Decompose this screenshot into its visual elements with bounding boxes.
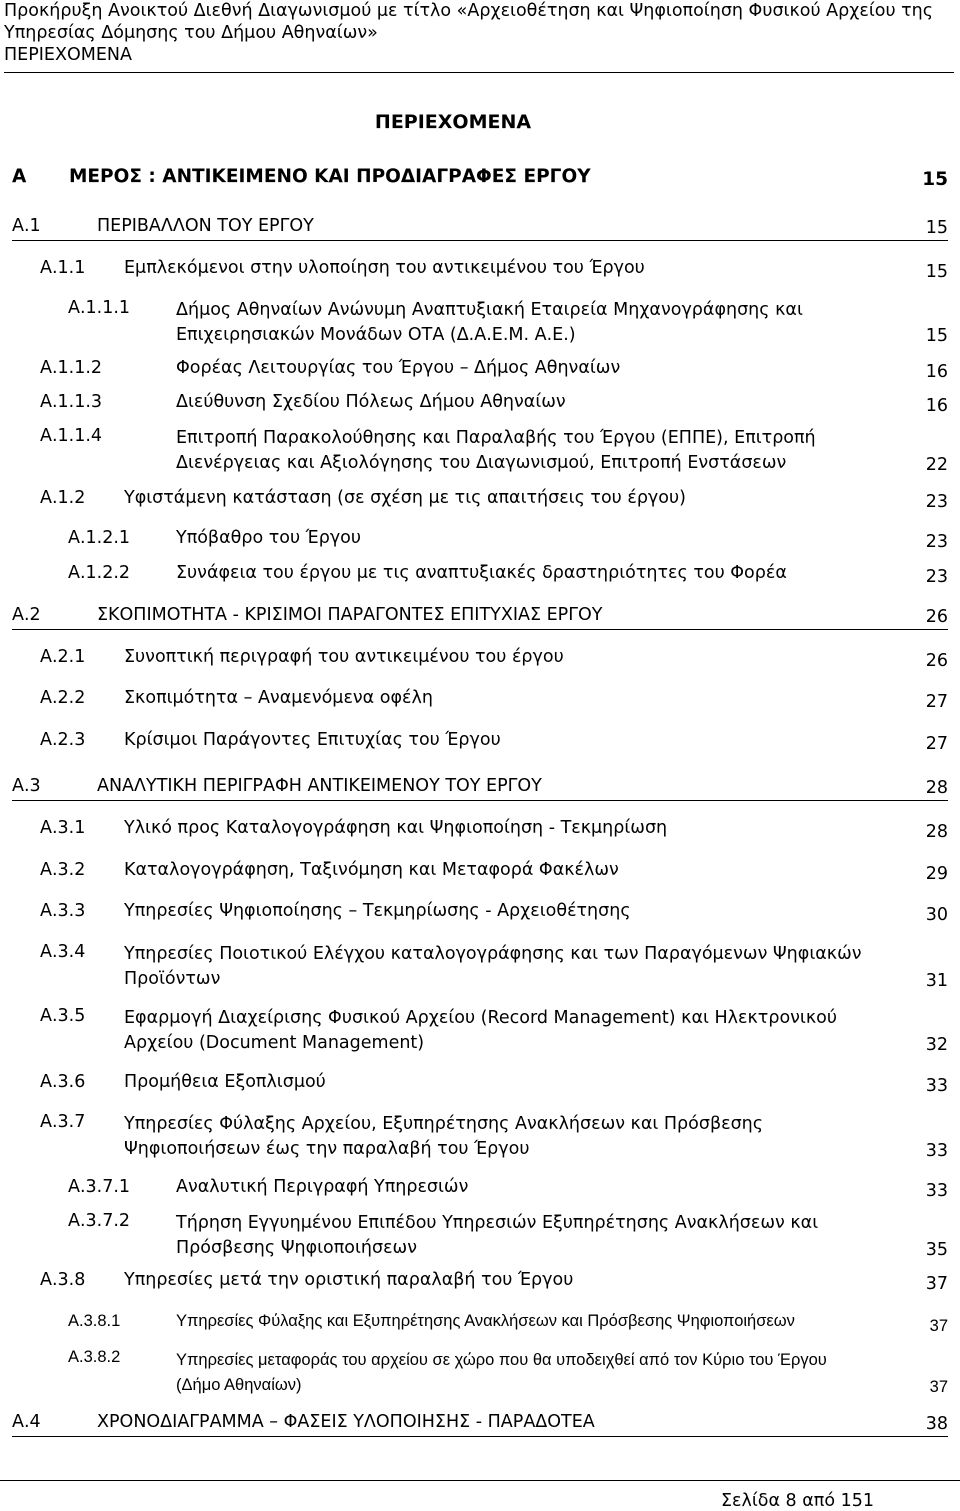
toc-entry-a2[interactable]	[12, 605, 948, 630]
toc-entry-a3-2[interactable]	[40, 860, 948, 884]
toc-entry-page: 37	[929, 1378, 948, 1396]
toc-entry-page: 23	[925, 532, 948, 552]
toc-entry-page: 31	[925, 971, 948, 991]
toc-entry-page: 37	[925, 1274, 948, 1294]
toc-entry-page: 28	[925, 822, 948, 842]
toc-entry-number: Α.1.1.2	[40, 358, 103, 378]
toc-entry-a3[interactable]	[12, 776, 948, 801]
toc-entry-page: 27	[925, 734, 948, 754]
toc-entry-number: Α.3.4	[40, 942, 86, 962]
toc-entry-page: 33	[925, 1076, 948, 1096]
toc-entry-a3-4[interactable]	[40, 942, 948, 992]
toc-entry-a3-7-1[interactable]	[68, 1177, 948, 1201]
toc-entry-number: Α.1.1.3	[40, 392, 103, 412]
toc-entry-number: Α.1	[12, 216, 41, 236]
toc-entry-a1-1-2[interactable]	[40, 358, 948, 382]
toc-entry-text: ΜΕΡΟΣ : ΑΝΤΙΚΕΙΜΕΝΟ ΚΑΙ ΠΡΟΔΙΑΓΡΑΦΕΣ ΕΡΓΟΥ	[69, 166, 591, 187]
toc-entry-a1[interactable]	[12, 216, 948, 241]
toc-entry-number: Α.1.2.2	[68, 563, 131, 583]
toc-entry-text: Συνάφεια του έργου με τις αναπτυξιακές δραστηριότητες του Φορέα	[176, 563, 787, 583]
toc-entry-a1-2-2[interactable]	[68, 563, 948, 587]
toc-entry-a2-1[interactable]	[40, 647, 948, 671]
toc-entry-text: Συνοπτική περιγραφή του αντικειμένου του έργου	[124, 647, 564, 667]
toc-entry-a4[interactable]	[12, 1412, 948, 1437]
toc-entry-number: Α.3.7	[40, 1112, 86, 1132]
toc-entry-a1-1-3[interactable]	[40, 392, 948, 416]
toc-entry-page: 30	[925, 905, 948, 925]
toc-entry-page: 37	[929, 1317, 948, 1335]
toc-entry-text: ΧΡΟΝΟΔΙΑΓΡΑΜΜΑ – ΦΑΣΕΙΣ ΥΛΟΠΟΙΗΣΗΣ - ΠΑΡΑΔΟΤΕΑ	[97, 1412, 595, 1432]
toc-entry-text: ΑΝΑΛΥΤΙΚΗ ΠΕΡΙΓΡΑΦΗ ΑΝΤΙΚΕΙΜΕΝΟΥ ΤΟΥ ΕΡΓΟΥ	[97, 776, 542, 796]
toc-entry-text: Σκοπιμότητα – Αναμενόμενα οφέλη	[124, 688, 433, 708]
toc-entry-number: Α.1.1.4	[40, 426, 103, 446]
page-header	[4, 0, 954, 73]
toc-entry-number: Α.3.7.2	[68, 1211, 131, 1231]
toc-entry-page: 15	[922, 169, 948, 190]
toc-entry-text: Διεύθυνση Σχεδίου Πόλεως Δήμου Αθηναίων	[176, 392, 566, 412]
toc-entry-number: Α.3.8	[40, 1270, 86, 1290]
toc-entry-text: Επιτροπή Παρακολούθησης και Παραλαβής του Έργου (ΕΠΠΕ), Επιτροπή Διενέργειας και Αξιολόγησης του Διαγωνισμού, Επιτροπή Ενστάσεων	[176, 428, 816, 473]
toc-entry-a1-1[interactable]	[40, 258, 948, 282]
toc-entry-number: Α.3.7.1	[68, 1177, 131, 1197]
toc-entry-page: 33	[925, 1181, 948, 1201]
toc-entry-a3-8-2[interactable]	[68, 1348, 948, 1398]
toc-entry-number: Α.2.3	[40, 730, 86, 750]
toc-entry-number: Α.1.1	[40, 258, 86, 278]
toc-entry-text: Υπηρεσίες Ποιοτικού Ελέγχου καταλογογράφησης και των Παραγόμενων Ψηφιακών Προϊόντων	[124, 944, 862, 989]
toc-entry-number: Α.3.8.2	[68, 1348, 121, 1366]
toc-entry-number: Α.3.3	[40, 901, 86, 921]
toc-entry-text: ΠΕΡΙΒΑΛΛΟΝ ΤΟΥ ΕΡΓΟΥ	[97, 216, 314, 236]
toc-entry-text: Τήρηση Εγγυημένου Επιπέδου Υπηρεσιών Εξυπηρέτησης Ανακλήσεων και Πρόσβεσης Ψηφιοποιήσεων	[176, 1213, 819, 1258]
toc-entry-a3-8-1[interactable]	[68, 1312, 948, 1336]
toc-entry-page: 32	[925, 1035, 948, 1055]
toc-entry-text: Υπηρεσίες Φύλαξης και Εξυπηρέτησης Ανακλήσεων και Πρόσβεσης Ψηφιοποιήσεων	[176, 1312, 795, 1330]
toc-entry-page: 23	[925, 567, 948, 587]
toc-entry-a1-2-1[interactable]	[68, 528, 948, 552]
page-number: Σελίδα 8 από 151	[720, 1491, 874, 1511]
toc-entry-number: Α.3.5	[40, 1006, 86, 1026]
toc-entry-page: 28	[925, 778, 948, 798]
toc-entry-number: Α.3.8.1	[68, 1312, 121, 1330]
toc-entry-text: Υπόβαθρο του Έργου	[176, 528, 362, 548]
toc-entry-text: Υπηρεσίες Ψηφιοποίησης – Τεκμηρίωσης - Αρχειοθέτησης	[124, 901, 631, 921]
header-section: ΠΕΡΙΕΧΟΜΕΝΑ	[4, 45, 132, 65]
page-footer	[0, 1480, 960, 1511]
toc-entry-page: 16	[925, 396, 948, 416]
toc-entry-a3-7[interactable]	[40, 1112, 948, 1162]
toc-entry-page: 23	[925, 492, 948, 512]
toc-entry-text: Υφιστάμενη κατάσταση (σε σχέση με τις απαιτήσεις του έργου)	[124, 488, 686, 508]
toc-entry-a2-2[interactable]	[40, 688, 948, 712]
toc-entry-text: Υπηρεσίες μεταφοράς του αρχείου σε χώρο που θα υποδειχθεί από τον Κύριο του Έργου (Δήμο Αθηναίων)	[176, 1351, 827, 1394]
toc-entry-a3-8[interactable]	[40, 1270, 948, 1294]
toc-entry-a3-6[interactable]	[40, 1072, 948, 1096]
toc-entry-text: Αναλυτική Περιγραφή Υπηρεσιών	[176, 1177, 469, 1197]
toc-entry-number: Α	[12, 166, 27, 187]
toc-entry-a2-3[interactable]	[40, 730, 948, 754]
toc-entry-part-a[interactable]	[12, 166, 948, 190]
toc-entry-page: 35	[925, 1240, 948, 1260]
toc-entry-text: Δήμος Αθηναίων Ανώνυμη Αναπτυξιακή Εταιρεία Μηχανογράφησης και Επιχειρησιακών Μονάδων ΟΤΑ (Δ.Α.Ε.Μ. Α.Ε.)	[176, 300, 803, 345]
toc-entry-text: Φορέας Λειτουργίας του Έργου – Δήμος Αθηναίων	[176, 358, 621, 378]
toc-entry-page: 27	[925, 692, 948, 712]
toc-entry-page: 29	[925, 864, 948, 884]
toc-entry-number: Α.1.2	[40, 488, 86, 508]
header-title-line-1: Προκήρυξη Ανοικτού Διεθνή Διαγωνισμού με τίτλο «Αρχειοθέτηση και Ψηφιοποίηση Φυσικού Αρχείου της	[4, 1, 934, 21]
toc-entry-number: Α.1.2.1	[68, 528, 131, 548]
toc-entry-page: 33	[925, 1141, 948, 1161]
toc-entry-a1-2[interactable]	[40, 488, 948, 512]
toc-entry-number: Α.3	[12, 776, 41, 796]
toc-entry-page: 15	[925, 218, 948, 238]
toc-entry-text: Προμήθεια Εξοπλισμού	[124, 1072, 326, 1092]
toc-entry-page: 26	[925, 651, 948, 671]
toc-entry-text: Εφαρμογή Διαχείρισης Φυσικού Αρχείου (Record Management) και Ηλεκτρονικού Αρχείου (Document Management)	[124, 1008, 837, 1053]
toc-entry-number: Α.2	[12, 605, 41, 625]
toc-entry-page: 15	[925, 262, 948, 282]
toc-entry-page: 15	[925, 326, 948, 346]
toc-entry-a3-3[interactable]	[40, 901, 948, 925]
toc-entry-page: 26	[925, 607, 948, 627]
toc-entry-text: Υπηρεσίες μετά την οριστική παραλαβή του Έργου	[124, 1270, 574, 1290]
toc-entry-a3-5[interactable]	[40, 1006, 948, 1056]
toc-entry-a3-7-2[interactable]	[68, 1211, 948, 1261]
toc-entry-text: Υπηρεσίες Φύλαξης Αρχείου, Εξυπηρέτησης Ανακλήσεων και Πρόσβεσης Ψηφιοποιήσεων έως την παραλαβή του Έργου	[124, 1114, 764, 1159]
toc-entry-text: Εμπλεκόμενοι στην υλοποίηση του αντικειμένου του Έργου	[124, 258, 645, 278]
toc-entry-page: 22	[925, 455, 948, 475]
toc-entry-page: 38	[925, 1414, 948, 1434]
toc-entry-number: Α.2.2	[40, 688, 86, 708]
toc-entry-number: Α.2.1	[40, 647, 86, 667]
toc-entry-a1-1-1[interactable]	[68, 298, 948, 348]
toc-title: ΠΕΡΙΕΧΟΜΕΝΑ	[374, 111, 532, 133]
toc-entry-page: 16	[925, 362, 948, 382]
toc-entry-number: Α.3.2	[40, 860, 86, 880]
toc-entry-a3-1[interactable]	[40, 818, 948, 842]
toc-entry-number: Α.4	[12, 1412, 41, 1432]
toc-entry-number: Α.3.1	[40, 818, 86, 838]
toc-entry-text: Κρίσιμοι Παράγοντες Επιτυχίας του Έργου	[124, 730, 501, 750]
toc-entry-text: Καταλογογράφηση, Ταξινόμηση και Μεταφορά Φακέλων	[124, 860, 619, 880]
toc-entry-number: Α.1.1.1	[68, 298, 131, 318]
toc-entry-text: Υλικό προς Καταλογογράφηση και Ψηφιοποίηση - Τεκμηρίωση	[124, 818, 668, 838]
toc-entry-number: Α.3.6	[40, 1072, 86, 1092]
toc-entry-a1-1-4[interactable]	[40, 426, 948, 476]
header-title-line-2: Υπηρεσίας Δόμησης του Δήμου Αθηναίων»	[4, 23, 378, 43]
toc-entry-text: ΣΚΟΠΙΜΟΤΗΤΑ - ΚΡΙΣΙΜΟΙ ΠΑΡΑΓΟΝΤΕΣ ΕΠΙΤΥΧΙΑΣ ΕΡΓΟΥ	[97, 605, 603, 625]
